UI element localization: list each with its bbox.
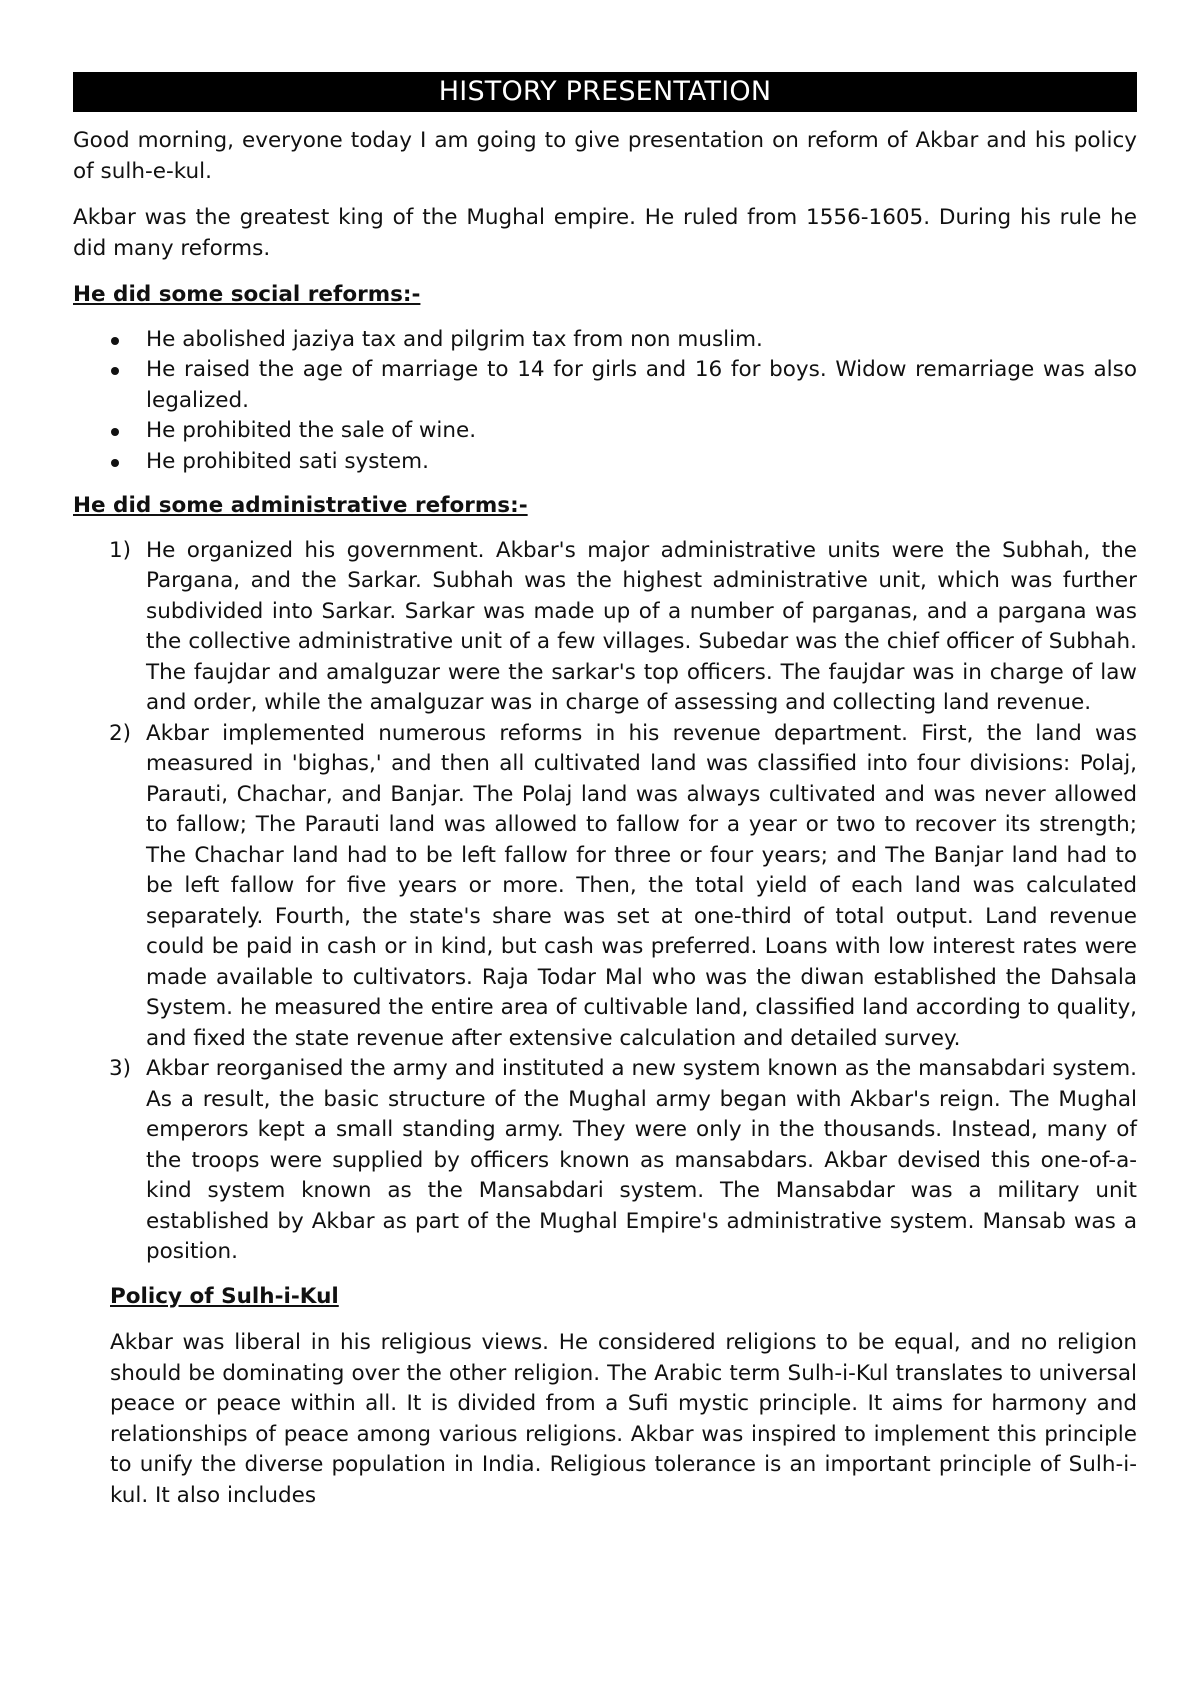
administrative-reforms-heading: He did some administrative reforms:-	[73, 493, 528, 518]
list-item-text: He raised the age of marriage to 14 for girls and 16 for boys. Widow remarriage was also legalized.	[146, 357, 1137, 413]
list-item-text: He prohibited the sale of wine.	[146, 418, 477, 443]
bullet-icon	[111, 459, 119, 467]
bullet-icon	[111, 428, 119, 436]
social-reforms-list	[73, 325, 1137, 478]
social-reforms-heading: He did some social reforms:-	[73, 282, 421, 307]
page-title: HISTORY PRESENTATION	[73, 72, 1137, 112]
list-item-text: Akbar reorganised the army and instituted a new system known as the mansabdari system. As a result, the basic structure of the Mughal army began with Akbar's reign. The Mughal emperors kept a small standing army. They were only in the thousands. Instead, many of the troops were supplied by officers known as mansabdars. Akbar devised this one-of-a-kind system known as the Mansabdari system. The Mansabdar was a military unit established by Akbar as part of the Mughal Empire's administrative system. Mansab was a position.	[146, 1056, 1137, 1264]
list-item-text: He abolished jaziya tax and pilgrim tax from non muslim.	[146, 326, 763, 352]
list-item-number: 2)	[109, 720, 132, 746]
list-item-text: He prohibited sati system.	[146, 448, 429, 474]
administrative-reforms-list	[73, 536, 1137, 1268]
list-item	[73, 355, 1137, 416]
list-item	[73, 536, 1137, 719]
list-item-text: He organized his government. Akbar's major administrative units were the Subhah, the Pargana, and the Sarkar. Subhah was the highest administrative unit, which was further subdivided into Sarkar. Sarkar was made up of a number of parganas, and a pargana was the collective administrative unit of a few villages. Subedar was the chief officer of Subhah. The faujdar and amalguzar were the sarkar's top officers. The faujdar was in charge of law and order, while the amalguzar was in charge of assessing and collecting land revenue.	[146, 537, 1137, 715]
list-item-number: 3)	[109, 1056, 132, 1081]
policy-heading: Policy of Sulh-i-Kul	[110, 1283, 339, 1309]
list-item	[73, 416, 1137, 447]
list-item	[73, 447, 1137, 478]
list-item	[73, 1054, 1137, 1268]
bullet-icon	[111, 337, 119, 345]
list-item	[73, 325, 1137, 356]
list-item	[73, 719, 1137, 1055]
intro-paragraph: Akbar was the greatest king of the Mughal empire. He ruled from 1556-1605. During his rule he did many reforms.	[73, 205, 1137, 261]
intro-paragraph: Good morning, everyone today I am going to give presentation on reform of Akbar and his policy of sulh-e-kul.	[73, 128, 1137, 184]
list-item-text: Akbar implemented numerous reforms in his revenue department. First, the land was measured in 'bighas,' and then all cultivated land was classified into four divisions: Polaj, Parauti, Chachar, and Banjar. The Polaj land was always cultivated and was never allowed to fallow; The Parauti land was allowed to fallow for a year or two to recover its strength; The Chachar land had to be left fallow for three or four years; and The Banjar land had to be left fallow for five years or more. Then, the total yield of each land was calculated separately. Fourth, the state's share was set at one-third of total output. Land revenue could be paid in cash or in kind, but cash was preferred. Loans with low interest rates were made available to cultivators. Raja Todar Mal who was the diwan established the Dahsala System. he measured the entire area of cultivable land, classified land according to quality, and fixed the state revenue after extensive calculation and detailed survey.	[146, 720, 1137, 1051]
bullet-icon	[111, 367, 119, 375]
list-item-number: 1)	[109, 537, 132, 563]
document-body	[73, 126, 1137, 1511]
policy-paragraph: Akbar was liberal in his religious views. He considered religions to be equal, and no religion should be dominating over the other religion. The Arabic term Sulh-i-Kul translates to universal peace or peace within all. It is divided from a Sufi mystic principle. It aims for harmony and relationships of peace among various religions. Akbar was inspired to implement this principle to unify the diverse population in India. Religious tolerance is an important principle of Sulh-i-kul. It also includes	[110, 1330, 1137, 1508]
